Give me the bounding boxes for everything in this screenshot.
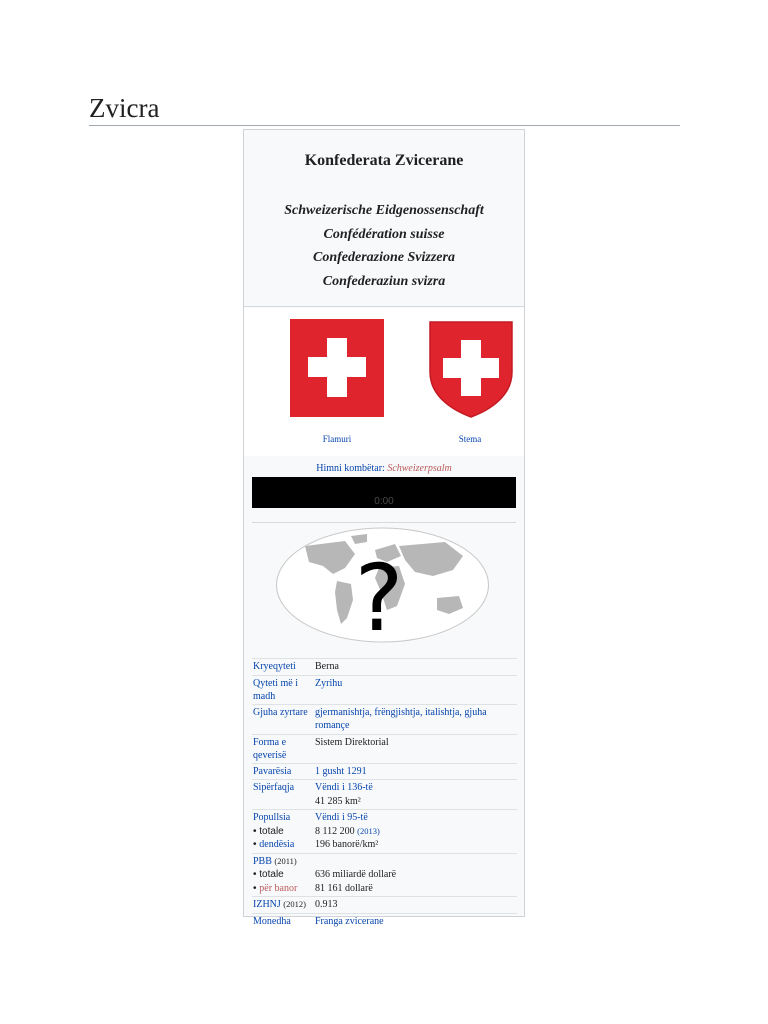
flag-caption[interactable]: Flamuri [322,434,352,444]
row-official-language [252,704,517,734]
link-population[interactable]: Popullsia [253,812,291,823]
label-capital[interactable]: Kryeqyteti [253,661,296,672]
value-area: 41 285 km² [315,795,361,807]
label-currency[interactable]: Monedha [253,915,291,927]
row-government [252,734,517,763]
infobox-rows [252,658,517,929]
row-independence [252,763,517,780]
link-currency[interactable]: Franga zvicerane [315,915,384,927]
link-density[interactable]: dendësia [259,839,295,850]
value-gdp-per-capita: 81 161 dollarë [315,882,373,894]
label-area[interactable]: Sipërfaqja [253,782,295,793]
link-languages[interactable]: gjermanishtja, frëngjishtja, italishtja, gjuha romançe [315,706,487,731]
page-title: Zvicra [89,93,160,123]
label-government[interactable]: Forma e qeverisë [253,736,287,761]
row-hdi [252,896,517,913]
value-government: Sistem Direktorial [315,736,389,748]
link-area-rank[interactable]: Vëndi i 136-të [315,782,373,793]
value-density: 196 banorë/km² [315,839,379,850]
audio-time: 0:00 [374,496,394,507]
native-name-german: Schweizerische Eidgenossenschaft [284,203,484,218]
world-location-map[interactable] [275,526,490,644]
title-divider [89,125,680,126]
row-area [252,779,517,809]
label-population-total: totale [259,825,284,837]
label-largest-city[interactable]: Qyteti më i madh [253,677,298,702]
value-gdp-total: 636 miliardë dollarë [315,869,397,880]
link-population-year[interactable]: (2013) [357,825,380,836]
row-gdp [252,853,517,897]
native-name-italian: Confederazione Svizzera [313,250,455,265]
row-population [252,809,517,853]
link-largest-city[interactable]: Zyrihu [315,677,343,689]
swiss-flag-image[interactable] [290,319,384,417]
divider [252,522,516,523]
label-official-language[interactable]: Gjuha zyrtare [253,706,308,718]
coat-of-arms-image[interactable] [428,320,514,418]
link-population-rank[interactable]: Vëndi i 95-të [315,812,368,823]
link-gdp-per-capita[interactable]: për banor [259,882,298,894]
label-hdi [253,898,315,912]
label-gdp-total: totale [259,869,284,880]
link-hdi[interactable]: IZHNJ [253,899,281,910]
coat-of-arms-caption[interactable]: Stema [458,434,482,444]
native-names [244,199,524,293]
row-currency [252,913,517,930]
country-infobox [243,129,525,927]
hdi-year: (2012) [283,899,306,909]
anthem-line [244,463,524,474]
label-independence[interactable]: Pavarësia [253,765,292,777]
value-hdi: 0.913 [315,899,338,910]
map-missing-question-mark: ? [354,545,404,644]
native-name-french: Confédération suisse [323,226,445,242]
native-name-romansh: Confederaziun svizra [322,273,446,289]
row-largest-city [252,675,517,704]
emblems-section [244,308,524,456]
gdp-year: (2011) [274,855,297,866]
flag-cross-vertical [327,338,347,397]
anthem-label[interactable]: Himni kombëtar: [316,463,385,474]
value-capital: Berna [315,661,339,672]
row-capital [252,658,517,675]
link-independence-date[interactable]: 1 gusht 1291 [315,765,367,777]
conventional-name: Konfederata Zvicerane [304,152,464,169]
link-gdp[interactable]: PBB [253,855,272,867]
value-population-total: 8 112 200 [315,825,355,837]
label-gdp: PBB (2011) • totale • për banor [253,855,298,894]
divider [244,306,524,307]
label-population: Popullsia • totale • dendësia [253,811,311,852]
anthem-song-link[interactable]: Schweizerpsalm [387,463,452,474]
